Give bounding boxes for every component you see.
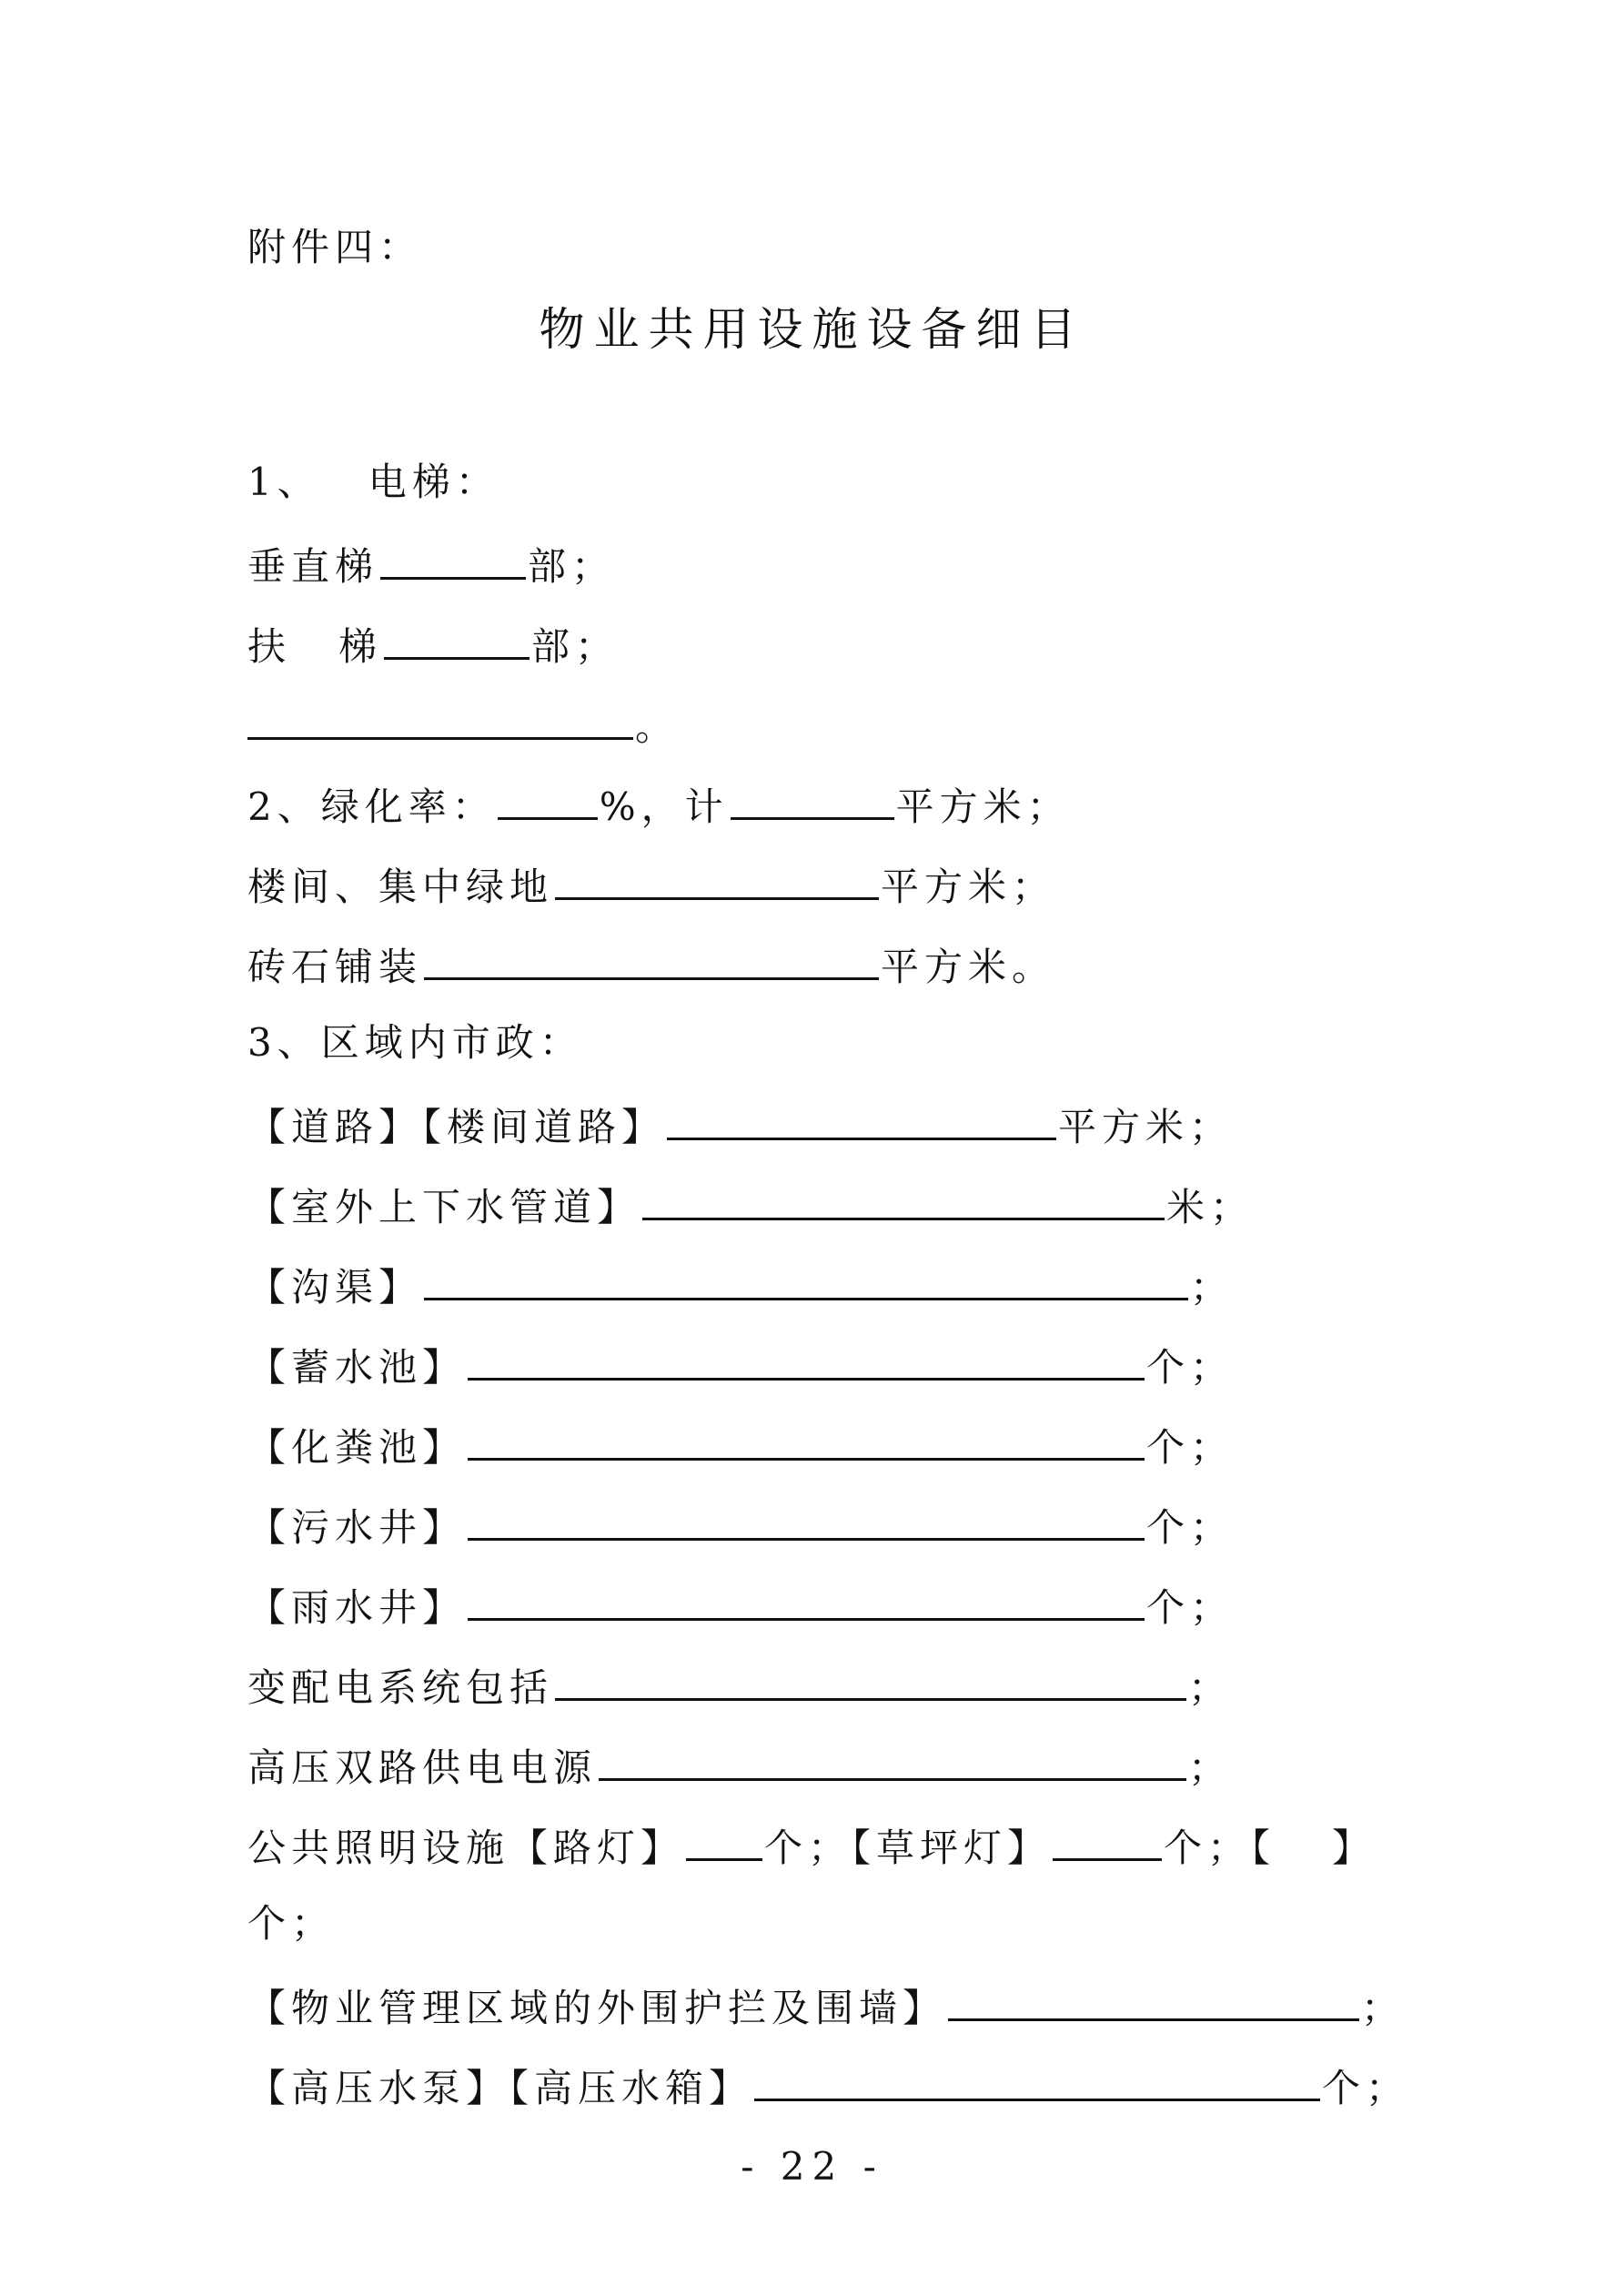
septic-tank-blank[interactable]: [468, 1418, 1145, 1461]
paving-label: 砖石铺装: [247, 945, 423, 989]
power-system-blank[interactable]: [555, 1658, 1186, 1701]
paving-row: [247, 937, 1055, 988]
road-unit: 平方米；: [1058, 1105, 1234, 1149]
section-1-title: 电梯：: [368, 460, 499, 504]
road-row: [247, 1097, 1233, 1148]
reservoir-unit: 个；: [1146, 1345, 1235, 1390]
pipe-blank[interactable]: [642, 1178, 1165, 1220]
road-blank[interactable]: [667, 1097, 1056, 1140]
annex-label: 附件四：: [247, 225, 423, 269]
vertical-elevator-blank[interactable]: [380, 537, 526, 580]
sewage-well-row: [247, 1498, 1234, 1549]
paving-unit: 平方米。: [881, 945, 1056, 989]
hv-supply-blank[interactable]: [599, 1738, 1186, 1781]
lawn-lamp-blank[interactable]: [1053, 1818, 1162, 1861]
document-title: 物业共用设施设备细目: [539, 303, 1085, 356]
reservoir-row: [247, 1338, 1234, 1389]
sewage-well-blank[interactable]: [468, 1498, 1145, 1541]
reservoir-blank[interactable]: [468, 1338, 1145, 1381]
escalator-label-a: 扶: [247, 624, 292, 669]
rain-well-label: 【雨水井】: [247, 1585, 467, 1630]
greening-rate-row: [247, 777, 1071, 828]
fence-unit: ；: [1361, 1986, 1406, 2030]
sewage-well-unit: 个；: [1146, 1505, 1235, 1550]
street-lamp-blank[interactable]: [686, 1818, 762, 1861]
pump-unit: 个；: [1322, 2066, 1410, 2110]
green-space-row: [247, 857, 1055, 908]
escalator-unit: 部；: [531, 624, 620, 669]
pipe-label: 【室外上下水管道】: [247, 1185, 641, 1229]
lighting-row: [247, 1818, 1376, 1869]
elevator-extra-end: 。: [635, 704, 680, 749]
green-space-label: 楼间、集中绿地: [247, 865, 554, 909]
greening-rate-blank[interactable]: [498, 777, 598, 820]
power-system-row: [247, 1658, 1232, 1709]
road-label: 【道路】【楼间道路】: [247, 1105, 666, 1149]
pump-row: [247, 2058, 1409, 2109]
greening-area-unit: 平方米；: [895, 784, 1071, 829]
lighting-unit-1: 个；【草坪灯】: [764, 1826, 1052, 1870]
escalator-label-b: 梯: [338, 624, 383, 669]
escalator-row: [247, 617, 619, 668]
power-system-unit: ；: [1188, 1665, 1233, 1710]
septic-tank-unit: 个；: [1146, 1425, 1235, 1470]
fence-row: [247, 1978, 1405, 2029]
vertical-elevator-row: [247, 537, 615, 588]
lighting-close-bracket: 】: [1332, 1826, 1377, 1870]
elevator-extra-row: [247, 697, 679, 748]
ditch-blank[interactable]: [424, 1258, 1188, 1300]
section-1-heading: [247, 457, 499, 508]
lighting-label: 公共照明设施【路灯】: [247, 1826, 685, 1870]
section-3-heading: 3、区域内市政：: [247, 1020, 583, 1065]
section-1-number: 1、: [247, 460, 321, 504]
pipe-unit: 米；: [1166, 1185, 1255, 1229]
green-space-blank[interactable]: [555, 857, 879, 900]
escalator-blank[interactable]: [384, 617, 530, 660]
greening-area-blank[interactable]: [731, 777, 894, 820]
ditch-unit: ；: [1190, 1265, 1235, 1310]
vertical-elevator-unit: 部；: [528, 544, 616, 589]
ditch-row: [247, 1258, 1234, 1309]
septic-tank-label: 【化粪池】: [247, 1425, 467, 1470]
pipe-row: [247, 1178, 1254, 1229]
lighting-wrap-row: 个；: [247, 1901, 336, 1946]
greening-rate-label: 2、绿化率：: [247, 784, 496, 829]
sewage-well-label: 【污水井】: [247, 1505, 467, 1550]
elevator-extra-blank[interactable]: [247, 697, 633, 740]
page-number: - 22 -: [741, 2144, 883, 2189]
greening-pct-unit: %，计: [599, 784, 729, 829]
hv-supply-unit: ；: [1188, 1745, 1233, 1790]
power-system-label: 变配电系统包括: [247, 1665, 554, 1710]
pump-label: 【高压水泵】【高压水箱】: [247, 2066, 753, 2110]
rain-well-blank[interactable]: [468, 1578, 1145, 1621]
rain-well-row: [247, 1578, 1234, 1629]
ditch-label: 【沟渠】: [247, 1265, 423, 1310]
rain-well-unit: 个；: [1146, 1585, 1235, 1630]
fence-label: 【物业管理区域的外围护拦及围墙】: [247, 1986, 947, 2030]
reservoir-label: 【蓄水池】: [247, 1345, 467, 1390]
hv-supply-label: 高压双路供电电源: [247, 1745, 598, 1790]
fence-blank[interactable]: [948, 1978, 1359, 2021]
septic-tank-row: [247, 1418, 1234, 1469]
hv-supply-row: [247, 1738, 1232, 1789]
pump-blank[interactable]: [754, 2058, 1320, 2101]
green-space-unit: 平方米；: [881, 865, 1056, 909]
vertical-elevator-label: 垂直梯: [247, 544, 379, 589]
lighting-unit-2: 个；【: [1164, 1826, 1276, 1870]
paving-blank[interactable]: [424, 937, 879, 980]
